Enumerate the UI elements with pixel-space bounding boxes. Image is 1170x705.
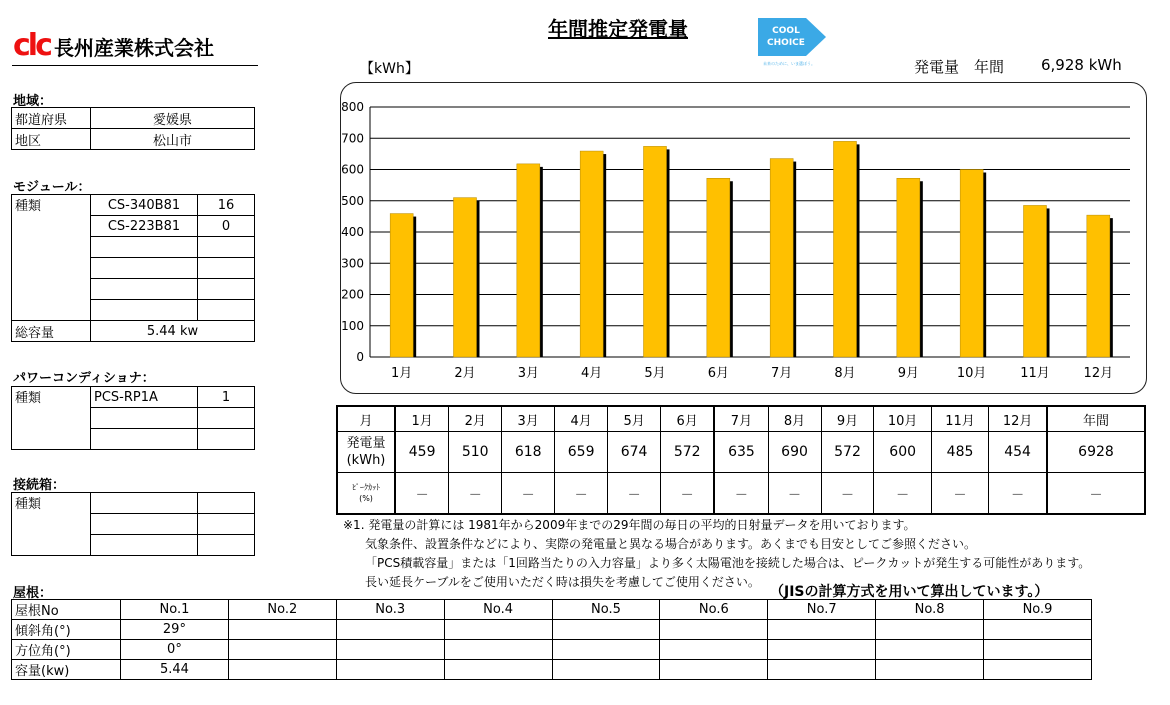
gen-value: 600 (874, 432, 931, 473)
roof-column-header: No.6 (660, 600, 768, 620)
peak-value: － (874, 473, 931, 515)
month-header: 10月 (874, 406, 931, 432)
note-1: ※1. 発電量の計算には 1981年から2009年までの29年間の毎日の平均的日射量データを用いております。 (343, 518, 916, 532)
gen-value: 659 (555, 432, 608, 473)
junction-table (11, 492, 255, 556)
peak-value: － (931, 473, 988, 515)
peak-value: － (821, 473, 874, 515)
roof-cell (444, 620, 552, 640)
roof-column-header: No.1 (121, 600, 229, 620)
bar (580, 151, 603, 357)
monthly-header-label: 月 (337, 406, 395, 432)
pcs-type-label: 種類 (12, 387, 91, 450)
roof-heading: 屋根： (13, 586, 53, 601)
roof-cell (984, 660, 1092, 680)
month-header: 11月 (931, 406, 988, 432)
month-header: 1月 (395, 406, 449, 432)
module-total-value: 5.44 kw (91, 321, 255, 342)
month-header: 5月 (608, 406, 661, 432)
roof-cell (228, 620, 336, 640)
roof-cell (336, 620, 444, 640)
x-tick-label: 1月 (391, 366, 413, 381)
peak-label-2: (%) (359, 494, 373, 503)
y-tick-label: 800 (341, 100, 364, 114)
x-tick-label: 9月 (897, 366, 919, 381)
roof-cell (660, 660, 768, 680)
peak-row-label (337, 473, 395, 515)
gen-annual: 6928 (1047, 432, 1145, 473)
logo-underline (12, 65, 258, 66)
roof-column-header: No.7 (768, 600, 876, 620)
peak-value: － (449, 473, 502, 515)
region-table (11, 107, 255, 150)
junction-heading: 接続箱： (13, 478, 66, 493)
badge-line1: COOL (772, 26, 800, 36)
peak-value: － (555, 473, 608, 515)
x-tick-label: 2月 (454, 366, 476, 381)
roof-column-header: No.3 (336, 600, 444, 620)
note-3: 「PCS積載容量」または「1回路当たりの入力容量」より多く太陽電池を接続した場合は、ピークカットが発生する可能性があります。 (365, 556, 1091, 570)
gen-value: 485 (931, 432, 988, 473)
x-tick-label: 3月 (517, 366, 539, 381)
x-tick-label: 7月 (771, 366, 793, 381)
note-4: 長い延長ケーブルをご使用いただく時は損失を考慮してご使用ください。 (365, 575, 760, 589)
x-tick-label: 11月 (1020, 366, 1050, 381)
gen-label-2: (kWh) (346, 453, 386, 468)
gen-value: 690 (768, 432, 821, 473)
gen-value: 635 (714, 432, 768, 473)
peak-value: － (714, 473, 768, 515)
pcs-heading: パワーコンディショナ： (13, 371, 155, 386)
gen-value: 459 (395, 432, 449, 473)
y-tick-label: 200 (341, 287, 364, 302)
unit-label: 【kWh】 (360, 61, 419, 77)
roof-cell (984, 640, 1092, 660)
roof-column-header: No.9 (984, 600, 1092, 620)
roof-cell (336, 660, 444, 680)
roof-no1-tilt: 29° (121, 620, 229, 640)
gen-value: 454 (989, 432, 1047, 473)
roof-column-header: No.5 (552, 600, 660, 620)
company-name: 長州産業株式会社 (54, 36, 214, 60)
badge-line2: CHOICE (767, 38, 805, 48)
region-area-label: 地区 (12, 129, 91, 150)
roof-cell (876, 660, 984, 680)
month-header: 3月 (502, 406, 555, 432)
module-type-label: 種類 (12, 195, 91, 321)
peak-value: － (608, 473, 661, 515)
gen-value: 674 (608, 432, 661, 473)
module-table (11, 194, 255, 342)
note-2: 気象条件、設置条件などにより、実際の発電量と異なる場合があります。あくまでも目安としてご参照ください。 (365, 537, 977, 551)
bar (960, 170, 983, 358)
x-tick-label: 5月 (644, 366, 666, 381)
roof-cell (336, 640, 444, 660)
company-logo (13, 28, 214, 63)
region-heading: 地域： (13, 94, 53, 109)
module-heading: モジュール： (13, 180, 91, 195)
bar (1024, 205, 1047, 357)
module-model-2: CS-223B81 (91, 216, 198, 237)
peak-annual: － (1047, 473, 1145, 515)
bar (1087, 215, 1110, 357)
pcs-model-1: PCS-RP1A (91, 387, 198, 408)
roof-cell (444, 660, 552, 680)
region-pref-value: 愛媛県 (91, 108, 255, 129)
bar (390, 214, 413, 357)
badge-tagline: 未来のために、いま選ぼう。 (763, 61, 815, 66)
roof-cell (876, 640, 984, 660)
company-logo-mark: clc (13, 28, 50, 63)
y-tick-label: 600 (341, 162, 364, 177)
bar (517, 164, 540, 357)
roof-cell (444, 640, 552, 660)
junction-type-label: 種類 (12, 493, 91, 556)
roof-table (11, 599, 1092, 680)
bar (454, 198, 477, 357)
roof-cell (768, 620, 876, 640)
roof-cell (876, 620, 984, 640)
roof-no1-azimuth: 0° (121, 640, 229, 660)
bar (707, 178, 730, 357)
gen-value: 510 (449, 432, 502, 473)
module-count-2: 0 (198, 216, 255, 237)
x-tick-label: 4月 (581, 366, 603, 381)
y-tick-label: 500 (341, 193, 364, 208)
monthly-generation-chart (340, 82, 1146, 394)
gen-value: 572 (821, 432, 874, 473)
roof-cell (660, 640, 768, 660)
month-header: 12月 (989, 406, 1047, 432)
pcs-table (11, 386, 255, 450)
page-title: 年間推定発電量 (548, 17, 688, 41)
x-tick-label: 6月 (707, 366, 729, 381)
peak-label-1: ﾋﾟｰｸｶｯﾄ (352, 483, 380, 492)
roof-cell (660, 620, 768, 640)
month-header: 7月 (714, 406, 768, 432)
roof-label-azimuth: 方位角(°) (12, 640, 121, 660)
month-header: 2月 (449, 406, 502, 432)
region-pref-label: 都道府県 (12, 108, 91, 129)
roof-column-header: No.8 (876, 600, 984, 620)
gen-row-label (337, 432, 395, 473)
x-tick-label: 10月 (956, 366, 987, 381)
peak-value: － (502, 473, 555, 515)
pcs-count-1: 1 (198, 387, 255, 408)
y-tick-label: 700 (341, 131, 364, 146)
y-tick-label: 100 (341, 318, 364, 333)
month-header: 9月 (821, 406, 874, 432)
roof-column-header: No.4 (444, 600, 552, 620)
region-area-value: 松山市 (91, 129, 255, 150)
month-header: 4月 (555, 406, 608, 432)
y-tick-label: 0 (356, 350, 364, 364)
roof-cell (768, 640, 876, 660)
roof-cell (552, 620, 660, 640)
month-header: 6月 (661, 406, 715, 432)
module-model-1: CS-340B81 (91, 195, 198, 216)
roof-label-capacity: 容量(kw) (12, 660, 121, 680)
peak-value: － (395, 473, 449, 515)
cool-choice-badge (754, 16, 828, 68)
roof-column-header: No.2 (228, 600, 336, 620)
bar (770, 159, 793, 357)
annual-summary-label: 発電量 年間 (914, 58, 1005, 76)
y-tick-label: 400 (341, 225, 364, 239)
module-total-label: 総容量 (12, 321, 91, 342)
module-count-1: 16 (198, 195, 255, 216)
monthly-table (336, 405, 1146, 515)
bar (897, 178, 920, 357)
gen-label-1: 発電量 (346, 436, 386, 451)
annual-summary-value: 6,928 kWh (1041, 56, 1122, 74)
gen-value: 618 (502, 432, 555, 473)
roof-cell (768, 660, 876, 680)
roof-cell (228, 640, 336, 660)
roof-label-no: 屋根No (12, 600, 121, 620)
month-header: 8月 (768, 406, 821, 432)
x-tick-label: 8月 (834, 366, 856, 381)
bar (834, 141, 857, 357)
roof-cell (984, 620, 1092, 640)
x-tick-label: 12月 (1083, 366, 1114, 381)
y-tick-label: 300 (341, 256, 364, 271)
roof-cell (228, 660, 336, 680)
bar (644, 146, 667, 357)
annual-header: 年間 (1047, 406, 1145, 432)
roof-cell (552, 640, 660, 660)
gen-value: 572 (661, 432, 715, 473)
roof-no1-capacity: 5.44 (121, 660, 229, 680)
peak-value: － (768, 473, 821, 515)
roof-label-tilt: 傾斜角(°) (12, 620, 121, 640)
jis-note: （JISの計算方式を用いて算出しています。） (770, 584, 1049, 600)
roof-cell (552, 660, 660, 680)
peak-value: － (989, 473, 1047, 515)
peak-value: － (661, 473, 715, 515)
